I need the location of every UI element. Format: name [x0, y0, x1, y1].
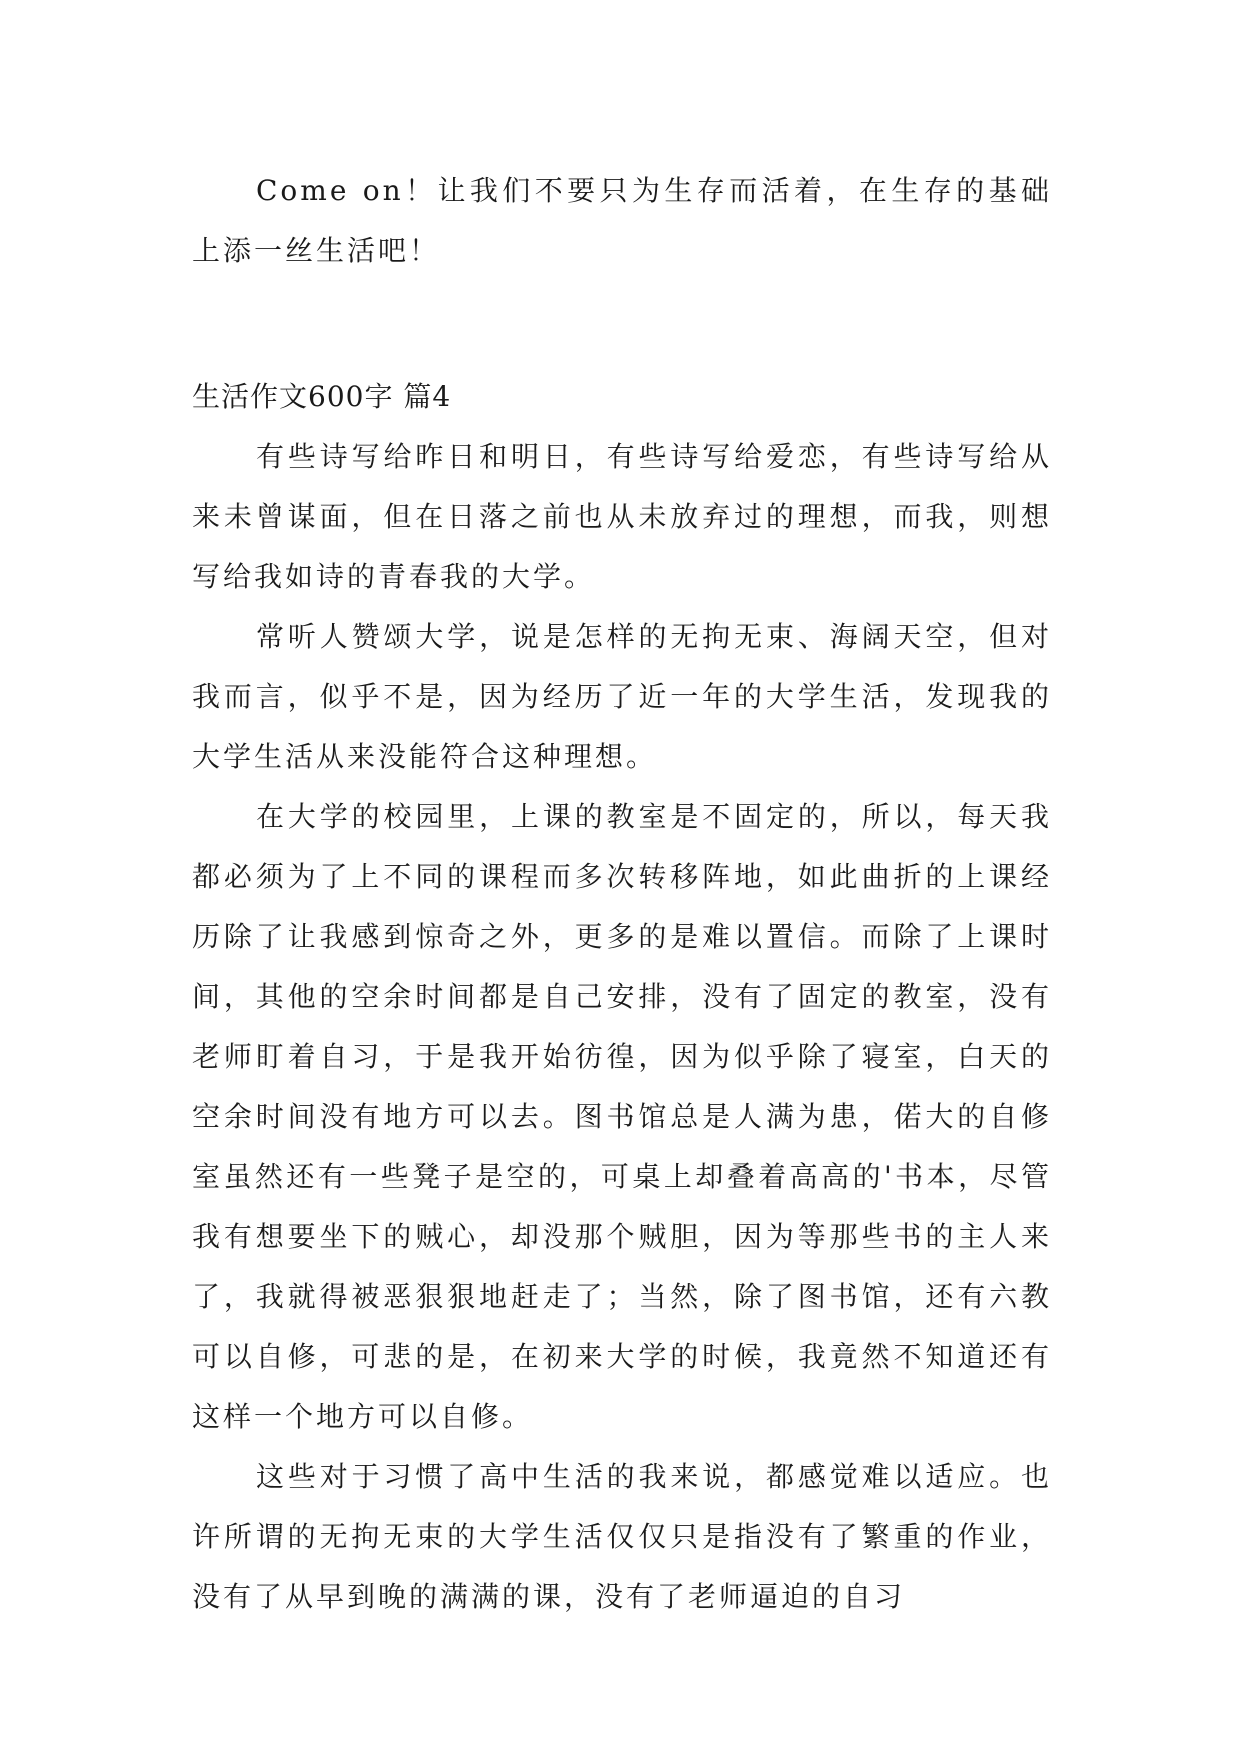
document-page: [192, 161, 1052, 1627]
body-paragraph-1: 有些诗写给昨日和明日，有些诗写给爱恋，有些诗写给从来未曾谋面，但在日落之前也从未放弃过的理想，而我，则想写给我如诗的青春我的大学。: [192, 440, 1052, 593]
body-paragraph-2: 常听人赞颂大学，说是怎样的无拘无束、海阔天空，但对我而言，似乎不是，因为经历了近一年的大学生活，发现我的大学生活从来没能符合这种理想。: [192, 620, 1052, 773]
section-heading: 生活作文600字 篇4: [192, 380, 452, 413]
body-paragraph-4: 这些对于习惯了高中生活的我来说，都感觉难以适应。也许所谓的无拘无束的大学生活仅仅只是指没有了繁重的作业，没有了从早到晚的满满的课，没有了老师逼迫的自习: [192, 1460, 1052, 1613]
intro-paragraph: Come on！让我们不要只为生存而活着，在生存的基础上添一丝生活吧！: [192, 174, 1052, 267]
body-paragraph-3: 在大学的校园里，上课的教室是不固定的，所以，每天我都必须为了上不同的课程而多次转移阵地，如此曲折的上课经历除了让我感到惊奇之外，更多的是难以置信。而除了上课时间，其他的空余时间都是自己安排，没有了固定的教室，没有老师盯着自习，于是我开始彷徨，因为似乎除了寝室，白天的空余时间没有地方可以去。图书馆总是人满为患，偌大的自修室虽然还有一些凳子是空的，可桌上却叠着高高的'书本，尽管我有想要坐下的贼心，却没那个贼胆，因为等那些书的主人来了，我就得被恶狠狠地赶走了；当然，除了图书馆，还有六教可以自修，可悲的是，在初来大学的时候，我竟然不知道还有这样一个地方可以自修。: [192, 800, 1052, 1433]
